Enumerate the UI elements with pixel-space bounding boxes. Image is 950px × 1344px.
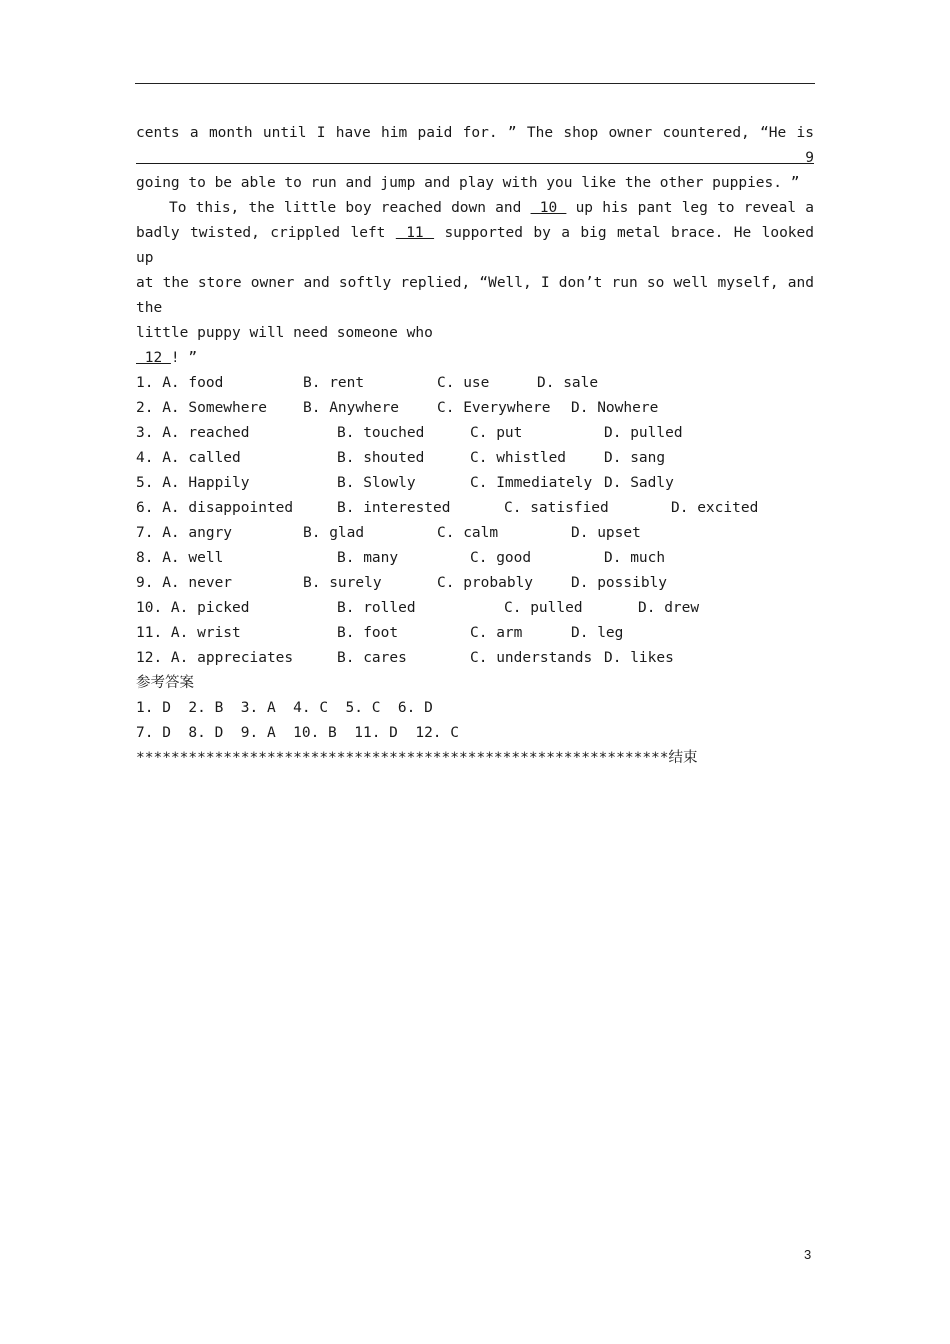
answers-heading: 参考答案 <box>136 675 194 691</box>
page-number: 3 <box>804 1247 812 1262</box>
end-line: *************************************************************结束 <box>136 750 698 766</box>
options-list <box>136 371 814 671</box>
passage-line: badly twisted, crippled left 11 supported by a big metal brace. He looked up <box>136 225 814 266</box>
option-row: 3. A. reached B. touched C. put D. pulled <box>136 425 683 441</box>
answers-row: 1. D 2. B 3. A 4. C 5. C 6. D <box>136 700 433 716</box>
option-row: 7. A. angry B. glad C. calm D. upset <box>136 525 641 541</box>
passage-line: cents a month until I have him paid for. ” The shop owner countered, “He is 9 <box>136 125 814 166</box>
passage-line: To this, the little boy reached down and 10 up his pant leg to reveal a <box>169 200 815 216</box>
option-row: 4. A. called B. shouted C. whistled D. sang <box>136 450 666 466</box>
blank-10: 10 <box>530 200 567 216</box>
option-row: 11. A. wrist B. foot C. arm D. leg <box>136 625 624 641</box>
blank-12: 12 <box>136 350 171 366</box>
option-row: 2. A. Somewhere B. Anywhere C. Everywhere D. Nowhere <box>136 400 659 416</box>
option-row: 6. A. disappointed B. interested C. satisfied D. excited <box>136 500 759 516</box>
blank-9: 9 <box>136 150 814 166</box>
answers-row: 7. D 8. D 9. A 10. B 11. D 12. C <box>136 725 460 741</box>
option-row: 12. A. appreciates B. cares C. understands D. likes <box>136 650 674 666</box>
passage-line: little puppy will need someone who <box>136 325 433 341</box>
option-row: 8. A. well B. many C. good D. much <box>136 550 666 566</box>
passage-line: going to be able to run and jump and play with you like the other puppies. ” <box>136 175 800 191</box>
passage-line: 12 ! ” <box>136 350 198 366</box>
passage-line: at the store owner and softly replied, “Well, I don’t run so well myself, and the <box>136 275 814 316</box>
document-body <box>136 121 814 771</box>
option-row: 5. A. Happily B. Slowly C. Immediately D. Sadly <box>136 475 674 491</box>
blank-11: 11 <box>395 225 435 241</box>
option-row: 1. A. food B. rent C. use D. sale <box>136 375 599 391</box>
option-row: 10. A. picked B. rolled C. pulled D. drew <box>136 600 700 616</box>
header-rule <box>135 83 815 84</box>
option-row: 9. A. never B. surely C. probably D. possibly <box>136 575 668 591</box>
